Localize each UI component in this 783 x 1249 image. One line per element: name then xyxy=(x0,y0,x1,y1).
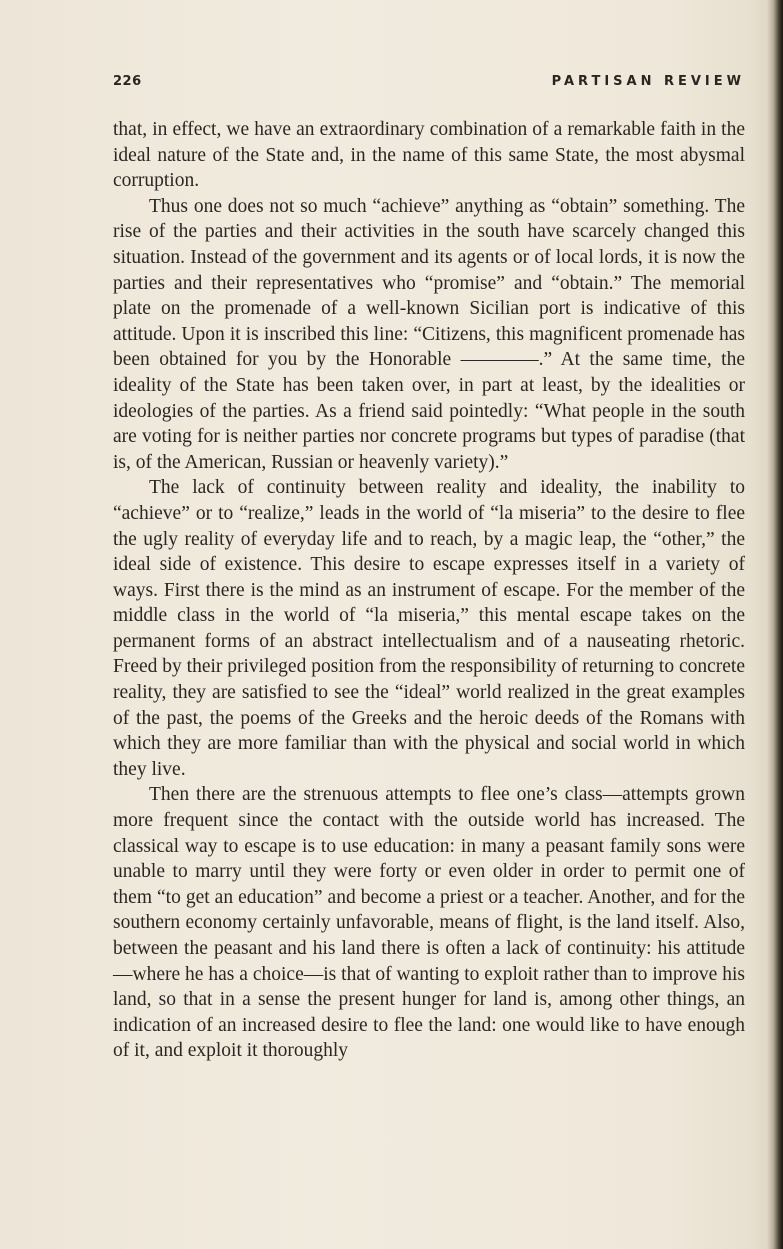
page-number: 226 xyxy=(113,74,142,89)
paragraph-2: Thus one does not so much “achieve” anything as “obtain” something. The rise of the parties and their activities in the south have scarcely changed this situation. Instead of the government and its agents or of local lords, it is now the parties and their representatives who “promise” and “obtain.” The memorial plate on the promenade of a well-known Sicilian port is indicative of this attitude. Upon it is inscribed this line: “Citizens, this magnificent promenade has been obtained for you by the Honorable ————.” At the same time, the ideality of the State has been taken over, in part at least, by the idealities or ideologies of the parties. As a friend said pointedly: “What people in the south are voting for is neither parties nor concrete programs but types of paradise (that is, of the American, Russian or heavenly variety).” xyxy=(113,195,745,473)
body-text xyxy=(113,117,745,1064)
paragraph-1: that, in effect, we have an extraordinary combination of a remarkable faith in the ideal nature of the State and, in the name of this same State, the most abysmal corruption. xyxy=(113,119,745,192)
paragraph-4: Then there are the strenuous attempts to flee one’s class—attempts grown more frequent since the contact with the outside world has increased. The classical way to escape is to use education: in many a peasant family sons were unable to marry until they were forty or even older in order to permit one of them “to get an education” and become a priest or a teacher. Another, and for the southern economy certainly unfavorable, means of flight, is the land itself. Also, between the peasant and his land there is often a lack of continuity: his attitude—where he has a choice—is that of wanting to exploit rather than to improve his land, so that in a sense the present hunger for land is, among other things, an indication of an increased desire to flee the land: one would like to have enough of it, and exploit it thoroughly xyxy=(113,784,745,1062)
binding-shadow xyxy=(767,0,783,1249)
journal-title: PARTISAN REVIEW xyxy=(551,74,745,89)
paragraph-3: The lack of continuity between reality and ideality, the inability to “achieve” or to “realize,” leads in the world of “la miseria” to the desire to flee the ugly reality of everyday life and to reach, by a magic leap, the “other,” the ideal side of existence. This desire to escape expresses itself in a variety of ways. First there is the mind as an instrument of escape. For the member of the middle class in the world of “la miseria,” this mental escape takes on the permanent forms of an abstract intellectualism and of a nauseating rhetoric. Freed by their privileged position from the responsibility of returning to concrete reality, they are satisfied to see the “ideal” world realized in the great examples of the past, the poems of the Greeks and the heroic deeds of the Romans with which they are more familiar than with the physical and social world in which they live. xyxy=(113,477,745,780)
running-head xyxy=(113,74,745,94)
